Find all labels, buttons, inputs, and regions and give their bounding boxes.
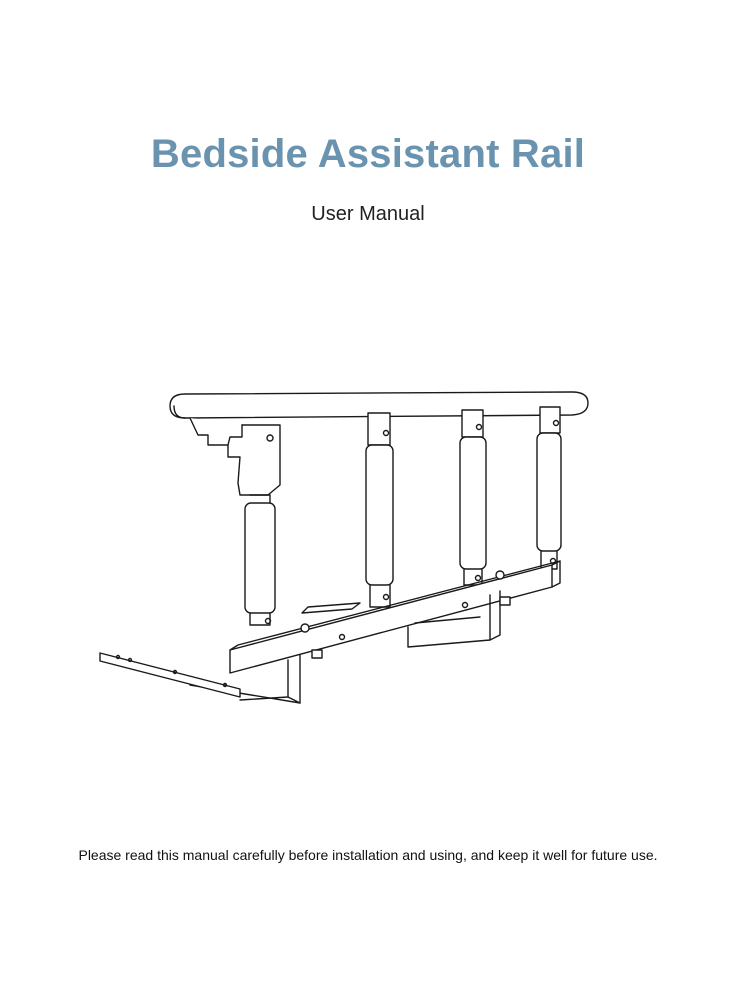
bed-rail-illustration-icon — [90, 385, 610, 715]
document-title: Bedside Assistant Rail — [150, 132, 586, 176]
reading-notice: Please read this manual carefully before installation and using, and keep it well for future use. — [78, 847, 658, 863]
document-subtitle: User Manual — [311, 203, 425, 225]
